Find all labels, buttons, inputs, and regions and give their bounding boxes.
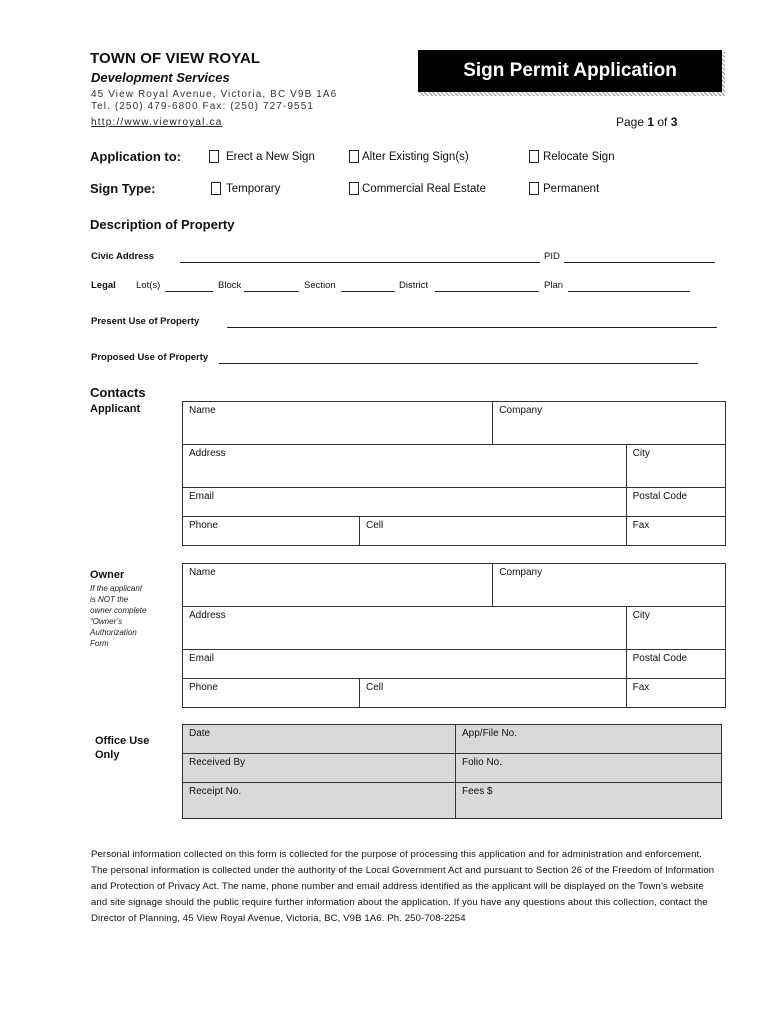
plan-label: Plan [544, 280, 564, 291]
address-label: Address [189, 448, 226, 459]
applicant-fax-field[interactable] [626, 517, 725, 546]
applicant-table [182, 401, 726, 546]
company-label: Company [499, 405, 543, 416]
relocate-sign-checkbox[interactable] [529, 150, 539, 163]
owner-name-field[interactable] [183, 564, 493, 607]
section-field[interactable] [341, 291, 395, 292]
cell-label: Cell [366, 682, 384, 693]
page-of: of [654, 115, 671, 129]
owner-fax-field[interactable] [626, 679, 725, 708]
pid-label: PID [544, 251, 560, 262]
owner-note-line: If the applicant [90, 584, 143, 593]
district-label: District [399, 280, 429, 291]
phone-label: Phone [189, 682, 218, 693]
owner-note-line: owner complete [90, 606, 147, 615]
application-to-label: Application to: [90, 149, 181, 164]
office-use-label [95, 734, 149, 762]
folio-no-label: Folio No. [462, 757, 503, 768]
org-phone-fax: Tel. (250) 479-6800 Fax: (250) 727-9551 [91, 101, 315, 112]
receipt-no-label: Receipt No. [189, 786, 242, 797]
cell-label: Cell [366, 520, 384, 531]
relocate-sign-label: Relocate Sign [543, 151, 615, 163]
description-of-property-heading: Description of Property [90, 217, 235, 232]
civic-address-field[interactable] [180, 262, 540, 263]
temporary-checkbox[interactable] [211, 182, 221, 195]
section-label: Section [304, 280, 336, 291]
applicant-company-field[interactable] [493, 402, 726, 445]
block-label: Block [218, 280, 242, 291]
district-field[interactable] [435, 291, 539, 292]
commercial-real-estate-label: Commercial Real Estate [362, 183, 486, 195]
city-label: City [632, 610, 650, 621]
owner-note [90, 583, 146, 649]
org-address: 45 View Royal Avenue, Victoria, BC V9B 1A6 [91, 89, 338, 100]
office-fees-field[interactable] [456, 783, 722, 819]
lots-field[interactable] [165, 291, 213, 292]
fees-label: Fees $ [462, 786, 493, 797]
erect-new-sign-checkbox[interactable] [209, 150, 219, 163]
office-date-field[interactable] [183, 725, 456, 754]
company-label: Company [499, 567, 543, 578]
fax-label: Fax [632, 682, 650, 693]
applicant-name-field[interactable] [183, 402, 493, 445]
address-label: Address [189, 610, 226, 621]
received-by-label: Received By [189, 757, 246, 768]
proposed-use-label: Proposed Use of Property [91, 352, 209, 363]
plan-field[interactable] [568, 291, 690, 292]
applicant-phone-field[interactable] [183, 517, 360, 546]
legal-label: Legal [91, 280, 116, 291]
commercial-real-estate-checkbox[interactable] [349, 182, 359, 195]
owner-note-line: Form [90, 639, 109, 648]
temporary-label: Temporary [226, 183, 281, 195]
owner-note-line: Authorization [90, 628, 137, 637]
page-total: 3 [670, 115, 678, 129]
applicant-address-field[interactable] [183, 445, 627, 488]
owner-city-field[interactable] [626, 607, 725, 650]
page-current: 1 [647, 115, 655, 129]
contacts-heading: Contacts [90, 385, 146, 400]
permanent-label: Permanent [543, 183, 600, 195]
app-file-no-label: App/File No. [462, 728, 518, 739]
alter-existing-sign-checkbox[interactable] [349, 150, 359, 163]
applicant-city-field[interactable] [626, 445, 725, 488]
name-label: Name [189, 405, 216, 416]
owner-company-field[interactable] [493, 564, 726, 607]
office-use-label-line1: Office Use [95, 735, 150, 747]
phone-label: Phone [189, 520, 218, 531]
applicant-postal-code-field[interactable] [626, 488, 725, 517]
postal-code-label: Postal Code [632, 653, 688, 664]
department-name: Development Services [91, 70, 230, 85]
name-label: Name [189, 567, 216, 578]
owner-label: Owner [90, 569, 125, 581]
permanent-checkbox[interactable] [529, 182, 539, 195]
owner-postal-code-field[interactable] [626, 650, 725, 679]
proposed-use-field[interactable] [219, 363, 698, 364]
form-title: Sign Permit Application [418, 50, 722, 92]
present-use-label: Present Use of Property [91, 316, 200, 327]
applicant-email-field[interactable] [183, 488, 627, 517]
applicant-label: Applicant [90, 403, 141, 415]
page-indicator [616, 115, 677, 129]
block-field[interactable] [244, 291, 299, 292]
office-folio-no-field[interactable] [456, 754, 722, 783]
city-label: City [632, 448, 650, 459]
civic-address-label: Civic Address [91, 251, 155, 262]
sign-type-label: Sign Type: [90, 181, 156, 196]
owner-note-line: is NOT the [90, 595, 129, 604]
email-label: Email [189, 653, 215, 664]
office-receipt-no-field[interactable] [183, 783, 456, 819]
org-name: TOWN OF VIEW ROYAL [90, 50, 261, 67]
erect-new-sign-label: Erect a New Sign [226, 151, 315, 163]
page-prefix: Page [616, 115, 648, 129]
present-use-field[interactable] [227, 327, 717, 328]
date-label: Date [189, 728, 211, 739]
owner-email-field[interactable] [183, 650, 627, 679]
lots-label: Lot(s) [136, 280, 161, 291]
owner-cell-field[interactable] [360, 679, 627, 708]
privacy-notice: Personal information collected on this form is collected for the purpose of processing this application and for administration and enforcement. The personal information is collected under the authority of the Local Government Act and pursuant to Section 26 of the Freedom of Information and Protection of Privacy Act. The name, phone number and email address identified as the applicant will be displayed on the Town’s website and site signage should the public require further information about the application. If you have any questions about this collection, contact the Director of Planning, 45 View Royal Avenue, Victoria, BC, V9B 1A6. Ph. 250-708-2254 [91, 849, 715, 924]
office-use-table [182, 724, 722, 819]
fax-label: Fax [632, 520, 650, 531]
postal-code-label: Postal Code [632, 491, 688, 502]
org-website-link[interactable]: http://www.viewroyal.ca [91, 117, 223, 128]
applicant-cell-field[interactable] [360, 517, 627, 546]
email-label: Email [189, 491, 215, 502]
owner-address-field[interactable] [183, 607, 627, 650]
alter-existing-sign-label: Alter Existing Sign(s) [362, 151, 469, 163]
office-use-label-line2: Only [95, 749, 120, 761]
office-app-file-no-field[interactable] [456, 725, 722, 754]
owner-table [182, 563, 726, 708]
office-received-by-field[interactable] [183, 754, 456, 783]
pid-field[interactable] [564, 262, 715, 263]
owner-note-line: “Owner’s [90, 617, 123, 626]
owner-phone-field[interactable] [183, 679, 360, 708]
